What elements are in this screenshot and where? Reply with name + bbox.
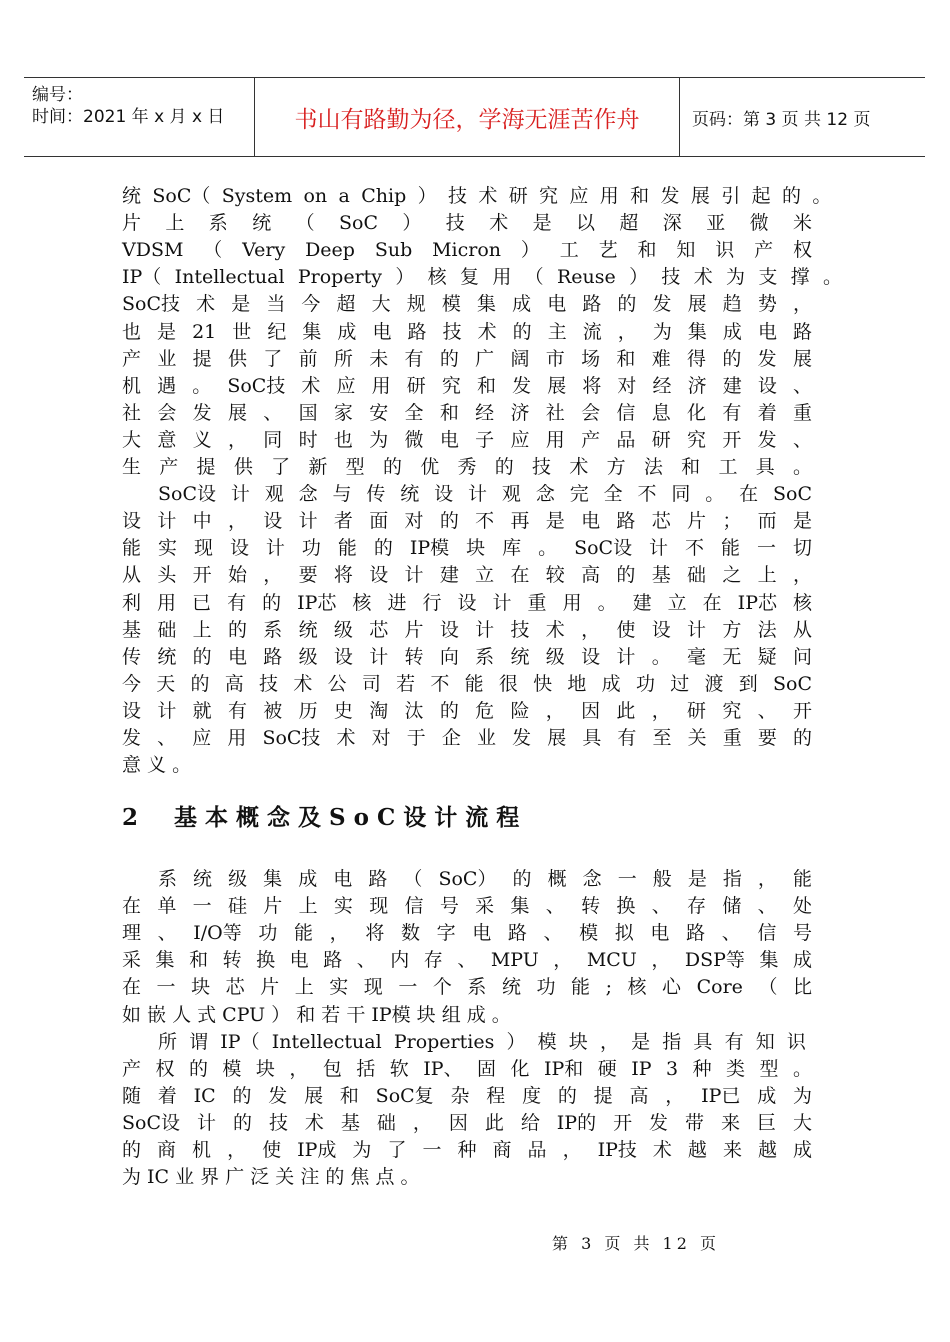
section-number: 2: [122, 804, 139, 831]
text-line: 随 着 IC 的 发 展 和 SoC复 杂 程 度 的 提 高 ， IP已 成 为: [122, 1085, 812, 1107]
text-line: 设 计 中 ， 设 计 者 面 对 的 不 再 是 电 路 芯 片 ； 而 是: [122, 510, 812, 532]
text-line: 利 用 已 有 的 IP芯 核 进 行 设 计 重 用 。 建 立 在 IP芯 核: [122, 592, 812, 614]
text-line: 大 意 义 ， 同 时 也 为 微 电 子 应 用 产 品 研 究 开 发 、: [122, 429, 812, 451]
section-heading: [122, 799, 527, 832]
text-line: 今 天 的 高 技 术 公 司 若 不 能 很 快 地 成 功 过 渡 到 SoC: [122, 673, 812, 695]
text-line: 社 会 发 展 、 国 家 安 全 和 经 济 社 会 信 息 化 有 着 重: [122, 402, 812, 424]
text-line: 产 业 提 供 了 前 所 未 有 的 广 阔 市 场 和 难 得 的 发 展: [122, 348, 812, 370]
text-line: VDSM （ Very Deep Sub Micron ） 工 艺 和 知 识 产 权: [122, 239, 812, 261]
document-number-label: 编号：: [32, 85, 83, 105]
text-line: SoC设 计 观 念 与 传 统 设 计 观 念 完 全 不 同 。 在 SoC: [158, 483, 812, 505]
header-meta: [24, 78, 254, 156]
text-line: 系 统 级 集 成 电 路 （ SoC） 的 概 念 一 般 是 指 ， 能: [158, 868, 812, 890]
text-line: 生 产 提 供 了 新 型 的 优 秀 的 技 术 方 法 和 工 具 。: [122, 456, 812, 478]
text-line: 也 是 21 世 纪 集 成 电 路 技 术 的 主 流 ， 为 集 成 电 路: [122, 321, 812, 343]
text-line: 传 统 的 电 路 级 设 计 转 向 系 统 级 设 计 。 毫 无 疑 问: [122, 646, 812, 668]
text-line: 能 实 现 设 计 功 能 的 IP模 块 库 。 SoC设 计 不 能 一 切: [122, 537, 812, 559]
header-page-label: 页码：第 3 页 共 12 页: [692, 109, 871, 130]
text-line: 意 义 。: [122, 754, 192, 776]
document-time-label: 时间：2021 年 x 月 x 日: [32, 107, 225, 127]
text-line: 统 SoC（ System on a Chip ） 技 术 研 究 应 用 和 发 展 引 起 的 。: [122, 185, 832, 207]
header-motto: 书山有路勤为径，学海无涯苦作舟: [254, 78, 680, 156]
text-line: 在 一 块 芯 片 上 实 现 一 个 系 统 功 能 ; 核 心 Core （ 比: [122, 976, 812, 998]
text-line: 片 上 系 统 （ SoC ） 技 术 是 以 超 深 亚 微 米: [122, 212, 812, 234]
text-line: IP（ Intellectual Property ） 核 复 用 （ Reuse ） 技 术 为 支 撑 。: [122, 266, 842, 288]
text-line: 的 商 机 ， 使 IP成 为 了 一 种 商 品 ， IP技 术 越 来 越 成: [122, 1139, 812, 1161]
text-line: 从 头 开 始 ， 要 将 设 计 建 立 在 较 高 的 基 础 之 上 ，: [122, 564, 812, 586]
text-line: 为 IC 业 界 广 泛 关 注 的 焦 点 。: [122, 1166, 420, 1188]
page-header: [24, 77, 925, 157]
text-line: 机 遇 。 SoC技 术 应 用 研 究 和 发 展 将 对 经 济 建 设 、: [122, 375, 812, 397]
text-line: SoC设 计 的 技 术 基 础 ， 因 此 给 IP的 开 发 带 来 巨 大: [122, 1112, 812, 1134]
text-line: 设 计 就 有 被 历 史 淘 汰 的 危 险 ， 因 此 ， 研 究 、 开: [122, 700, 812, 722]
text-line: 理 、 I/O等 功 能 ， 将 数 字 电 路 、 模 拟 电 路 、 信 号: [122, 922, 812, 944]
text-line: 发 、 应 用 SoC技 术 对 于 企 业 发 展 具 有 至 关 重 要 的: [122, 727, 812, 749]
page-footer: 第 3 页 共 12 页: [552, 1234, 720, 1253]
text-line: 产 权 的 模 块 ， 包 括 软 IP、 固 化 IP和 硬 IP 3 种 类 型 。: [122, 1058, 812, 1080]
text-line: 在 单 一 硅 片 上 实 现 信 号 采 集 、 转 换 、 存 储 、 处: [122, 895, 812, 917]
text-line: 基 础 上 的 系 统 级 芯 片 设 计 技 术 ， 使 设 计 方 法 从: [122, 619, 812, 641]
section-title: 基本概念及SoC设计流程: [174, 804, 528, 831]
text-line: 如 嵌 人 式 CPU ） 和 若 干 IP模 块 组 成 。: [122, 1004, 511, 1026]
text-line: SoC技 术 是 当 今 超 大 规 模 集 成 电 路 的 发 展 趋 势 ，: [122, 293, 812, 315]
text-line: 采 集 和 转 换 电 路 、 内 存 、 MPU ， MCU ， DSP等 集 成: [122, 949, 812, 971]
text-line: 所 谓 IP（ Intellectual Properties ） 模 块 ， 是 指 具 有 知 识: [158, 1031, 806, 1053]
